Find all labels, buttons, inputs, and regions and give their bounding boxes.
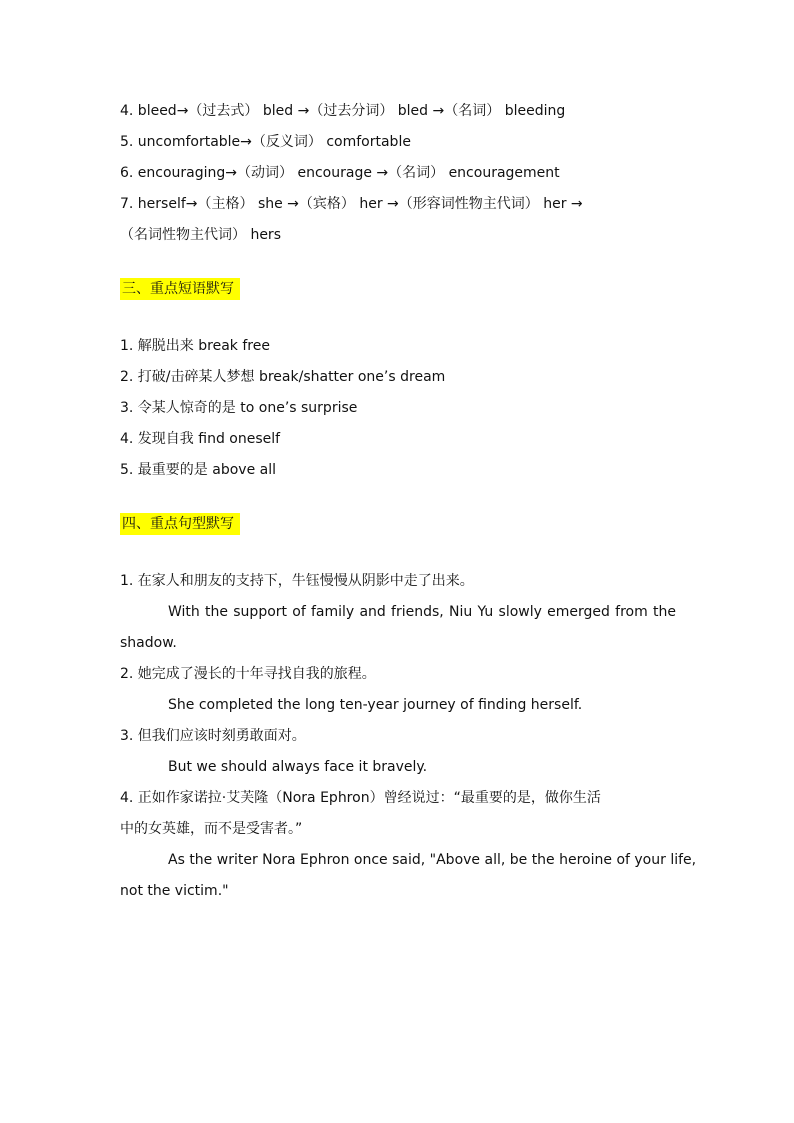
section-heading-wrapper xyxy=(120,273,676,304)
phrase-item: 5. 最重要的是 above all xyxy=(120,462,276,478)
sentence-chinese-continued: 中的女英雄，而不是受害者。” xyxy=(120,821,303,837)
section-heading-wrapper xyxy=(120,508,676,539)
phrase-item: 4. 发现自我 find oneself xyxy=(120,431,281,447)
sentence-english: She completed the long ten-year journey of finding herself. xyxy=(168,697,583,713)
word-form-item: （名词性物主代词） hers xyxy=(120,227,281,243)
section-heading-sentences: 四、重点句型默写 xyxy=(120,513,240,535)
word-form-item: 4. bleed→（过去式） bled →（过去分词） bled →（名词） bleeding xyxy=(120,103,566,119)
phrase-item: 2. 打破/击碎某人梦想 break/shatter one’s dream xyxy=(120,369,446,385)
sentence-chinese: 4. 正如作家诺拉·艾芙隆（Nora Ephron）曾经说过：“最重要的是，做你生活 xyxy=(120,790,601,806)
sentence-chinese: 1. 在家人和朋友的支持下，牛钰慢慢从阴影中走了出来。 xyxy=(120,573,474,589)
sentence-chinese: 3. 但我们应该时刻勇敢面对。 xyxy=(120,728,306,744)
word-form-item: 7. herself→（主格） she →（宾格） her →（形容词性物主代词） her → xyxy=(120,196,583,212)
sentence-english: But we should always face it bravely. xyxy=(168,759,428,775)
word-form-item: 6. encouraging→（动词） encourage →（名词） encouragement xyxy=(120,165,560,181)
sentence-chinese: 2. 她完成了漫长的十年寻找自我的旅程。 xyxy=(120,666,376,682)
document-page xyxy=(120,96,697,907)
sentence-english: As the writer Nora Ephron once said, "Above all, be the heroine of your life, xyxy=(168,852,697,868)
word-form-item: 5. uncomfortable→（反义词） comfortable xyxy=(120,134,411,150)
phrase-item: 1. 解脱出来 break free xyxy=(120,338,270,354)
sentence-english-continued: shadow. xyxy=(120,635,177,651)
section-heading-phrases: 三、重点短语默写 xyxy=(120,278,240,300)
phrase-item: 3. 令某人惊奇的是 to one’s surprise xyxy=(120,400,358,416)
sentence-english-continued: not the victim." xyxy=(120,883,229,899)
sentence-english: With the support of family and friends, Niu Yu slowly emerged from the xyxy=(168,604,676,620)
